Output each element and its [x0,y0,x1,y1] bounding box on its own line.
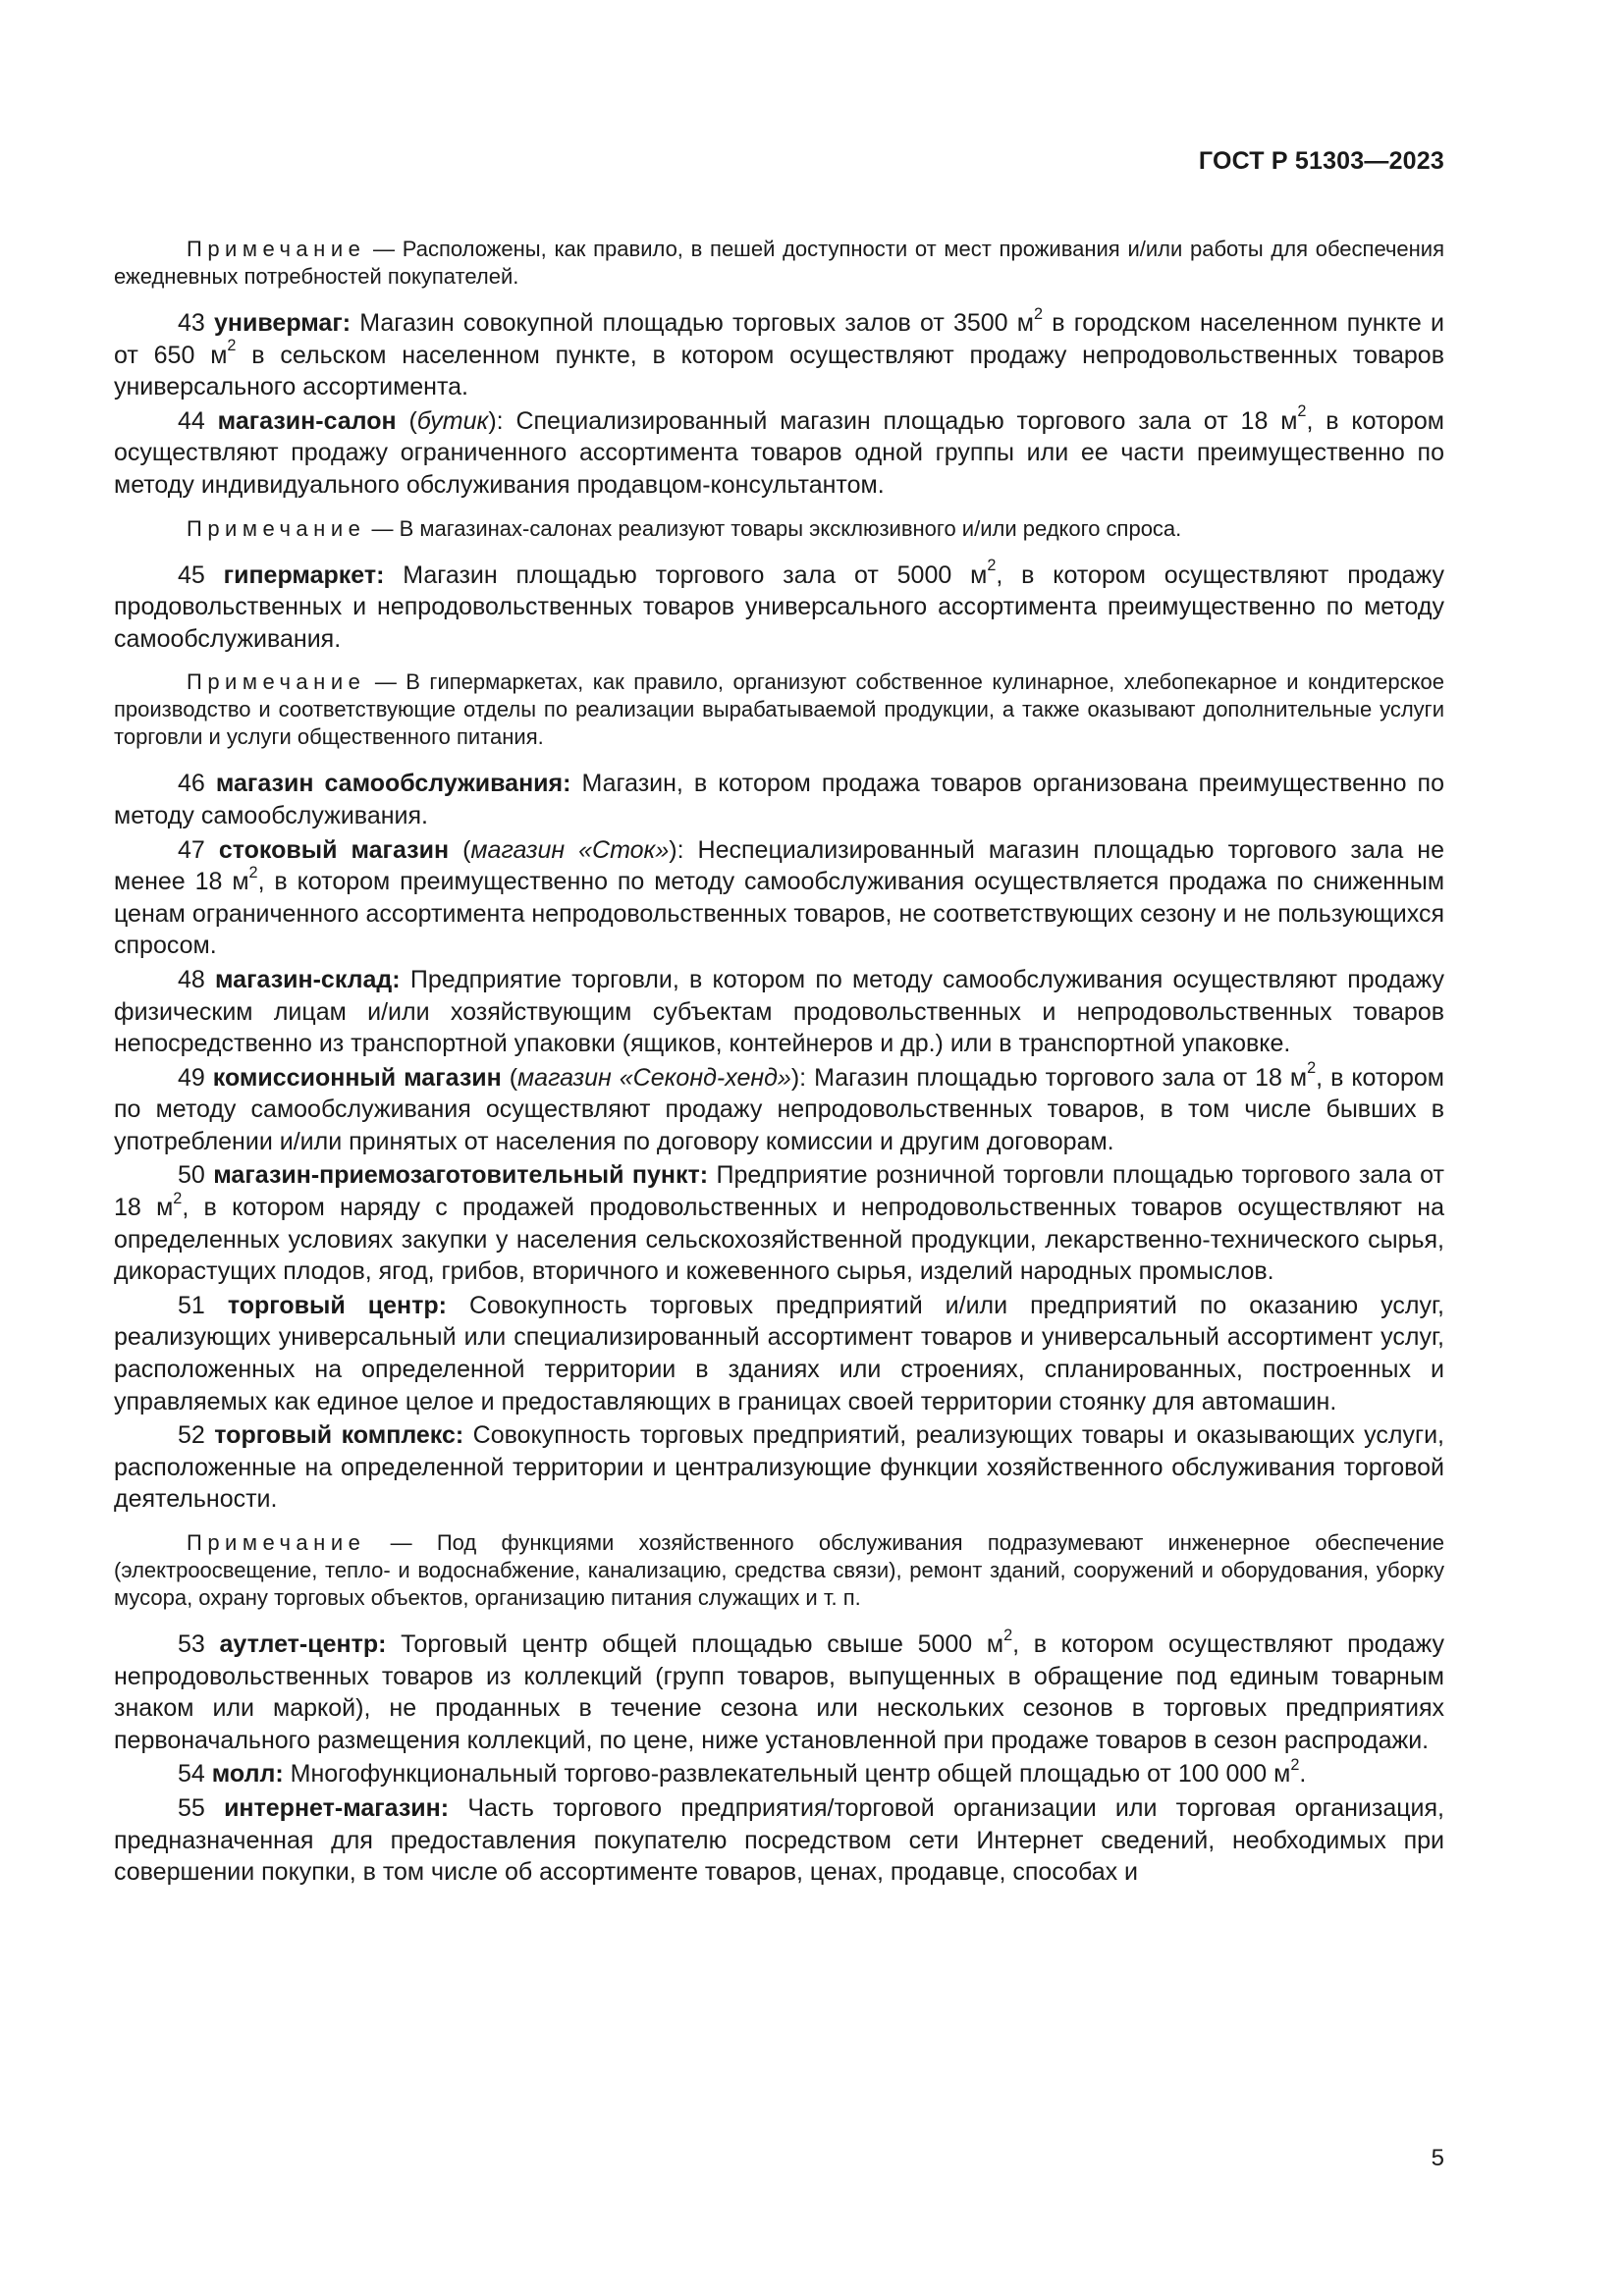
note-label: Примечание [187,237,366,261]
definition-paragraph: 54 молл: Многофункциональный торгово-развлекательный центр общей площадью от 100 000 $м^2$. [178,1756,1307,1789]
definition-paragraph: 47 стоковый магазин (магазин «Сток»): Неспециализированный магазин площадью торгового зала не менее 18 $м^2$, в котором преимущественно по методу самообслуживания осуществляется продажа по сниженным ценам ограниченного ассортимента непродовольственных товаров, не соответствующих сезону и не пользующихся спросом. [114,835,1445,960]
definition-paragraph: 49 комиссионный магазин (магазин «Секонд-хенд»): Магазин площадью торгового зала от 18 $м^2$, в котором по методу самообслуживания осуществляют продажу непродовольственных товаров, в том числе бывших в употреблении и/или принятых от населения по договору комиссии и другим договорам. [114,1059,1444,1155]
term-name: магазин-салон [217,406,397,435]
term-name: магазин-приемозаготовительный пункт: [213,1161,709,1190]
definition-paragraph: 50 магазин-приемозаготовительный пункт: Предприятие розничной торговли площадью торгового зала от 18 $м^2$, в котором наряду с продажей продовольственных и непродовольственных товаров осуществляют на определенных условиях закупки у населения сельскохозяйственной продукции, лекарственно-технического сырья, дикорастущих плодов, ягод, грибов, вторичного и кожевенного сырья, изделий народных промыслов. [114,1161,1444,1286]
definition-paragraph: 45 гипермаркет: Магазин площадью торгового зала от 5000 $м^2$, в котором осуществляют продажу продовольственных и непродовольственных товаров универсального ассортимента преимущественно по методу самообслуживания. [114,557,1444,653]
note-text: — Расположены, как правило, в пешей доступности от мест проживания и/или работы для обеспечения ежедневных потребностей покупателей. [114,237,1444,289]
note-paragraph [114,668,1444,751]
term-name: магазин самообслуживания: [215,770,571,798]
document-header-id: ГОСТ Р 51303—2023 [1198,147,1444,175]
note-paragraph [114,515,1444,543]
term-name: стоковый магазин [218,835,450,864]
note-paragraph [114,1529,1444,1612]
definition-paragraph: 43 универмаг: Магазин совокупной площадью торговых залов от 3500 $м^2$ в городском населенном пункте и от 650 $м^2$ в сельском населенном пункте, в котором осуществляют продажу непродовольственных товаров универсального ассортимента. [114,304,1444,401]
document-body [114,222,1444,1891]
definition-paragraph: 53 аутлет-центр: Торговый центр общей площадью свыше 5000 $м^2$, в котором осуществляют продажу непродовольственных товаров из коллекций (групп товаров, выпущенных в обращение под единым товарным знаком или маркой), не проданных в течение сезона или нескольких сезонов в торговых предприятиях первоначального размещения коллекций, по цене, ниже установленной при продаже товаров в сезон распродажи. [114,1626,1444,1754]
page-number: 5 [1431,2145,1444,2171]
term-name: гипермаркет: [223,561,385,589]
definition-paragraph: 55 интернет-магазин: Часть торгового предприятия/торговой организации или торговая организация, предназначенная для предоставления покупателю посредством сети Интернет сведений, необходимых при совершении покупки, в том числе об ассортименте товаров, ценах, продавце, способах и [114,1793,1444,1887]
definition-paragraph: 46 магазин самообслуживания: Магазин, в котором продажа товаров организована преимущественно по методу самообслуживания. [114,770,1444,829]
note-text: — В магазинах-салонах реализуют товары эксклюзивного и/или редкого спроса. [365,515,1182,541]
note-text: — В гипермаркетах, как правило, организуют собственное кулинарное, хлебопекарное и кондитерское производство и соответствующие отделы по реализации вырабатываемой продукции, а также оказывают дополнительные услуги торговли и услуги общественного питания. [114,669,1444,750]
note-label: Примечание [187,669,366,695]
term-name: торговый центр: [227,1291,447,1319]
definition-paragraph: 44 магазин-салон (бутик): Специализированный магазин площадью торгового зала от 18 $м^2$, в котором осуществляют продажу ограниченного ассортимента товаров одной группы или ее части преимущественно по методу индивидуального обслуживания продавцом-консультантом. [114,402,1444,499]
term-name: торговый комплекс: [214,1421,464,1450]
definition-paragraph: 48 магазин-склад: Предприятие торговли, в котором по методу самообслуживания осуществляют продажу физическим лицам и/или хозяйствующим субъектам продовольственных и непродовольственных товаров непосредственно из транспортной упаковки (ящиков, контейнеров и др.) или в транспортной упаковке. [114,965,1444,1058]
note-paragraph [114,236,1444,291]
term-name: аутлет-центр: [219,1630,387,1658]
note-label: Примечание [187,515,366,541]
term-name: комиссионный магазин [212,1063,502,1092]
definition-paragraph: 52 торговый комплекс: Совокупность торговых предприятий, реализующих товары и оказывающих услуги, расположенные на определенной территории и централизующие функции хозяйственного обслуживания торговой деятельности. [114,1421,1444,1514]
note-text: — Под функциями хозяйственного обслуживания подразумевают инженерное обеспечение (электроосвещение, тепло- и водоснабжение, канализацию, средства связи), ремонт зданий, сооружений и оборудования, уборку мусора, охрану торговых объектов, организацию питания служащих и т. п. [114,1530,1444,1610]
term-name: магазин-склад: [215,965,401,993]
term-name: молл: [211,1760,284,1789]
definition-paragraph: 51 торговый центр: Совокупность торговых предприятий и/или предприятий по оказанию услуг, реализующих универсальный или специализированный ассортимент товаров и универсальный ассортимент услуг, расположенных на определенной территории в зданиях или строениях, спланированных, построенных и управляемых как единое целое и предоставляющих в границах своей территории стоянку для автомашин. [114,1291,1445,1415]
term-name: интернет-магазин: [224,1793,450,1822]
term-name: универмаг: [214,309,352,337]
note-label: Примечание [187,1530,366,1555]
